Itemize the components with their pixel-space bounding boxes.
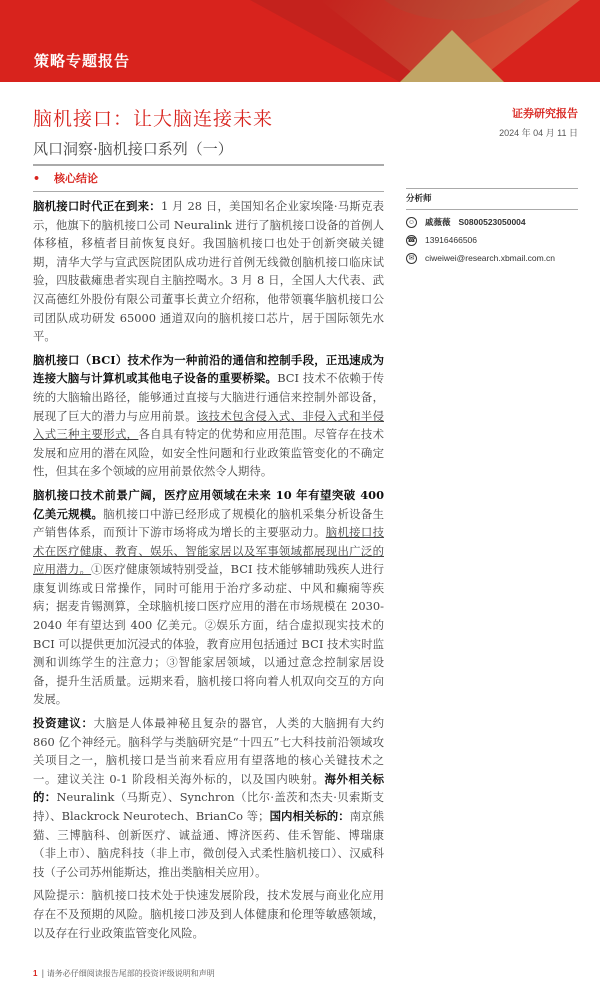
paragraph-body: 风险提示：脑机接口技术处于快速发展阶段，技术发展与商业化应用存在不及预期的风险。脑机接口涉及到人体健康和伦理等敏感领域，以及存在行业政策监管变化风险。 [33, 888, 384, 940]
paragraph-lead: 国内相关标的： [269, 809, 350, 823]
banner-title: 策略专题报告 [34, 52, 131, 70]
paragraph-prospects [33, 486, 384, 709]
paragraph-lead: 投资建议： [33, 716, 94, 731]
paragraph-body: BCI 技术不依赖于传统的大脑输出路径，能够通过直接与大脑进行通信来控制外部设备，展现了巨大的潜力与应用前景。 [33, 371, 384, 423]
analyst-phone: 13916466506 [425, 235, 478, 245]
banner-decoration [400, 30, 504, 82]
paragraph-lead: 脑机接口（BCI）技术作为一种前沿的通信和控制手段，正迅速成为连接大脑与计算机或其他电子设备的重要桥梁。 [33, 352, 384, 386]
report-subtitle: 风口洞察·脑机接口系列（一） [33, 140, 233, 158]
divider [406, 188, 578, 189]
page-number: 1 [33, 969, 38, 979]
paragraph-risk [33, 886, 384, 942]
paragraph-market-arrival [33, 197, 384, 346]
paragraph-body: 南京熊猫、三博脑科、创新医疗、诚益通、博济医药、佳禾智能、博瑞康（非上市）、脑虎科技（非上市，微创侵入式柔性脑机接口）、汉威科技（子公司苏州能斯达，推出类脑相关应用）。 [33, 809, 384, 879]
footer [33, 968, 384, 988]
paragraph-underline: 脑机接口技术在医疗健康、教育、娱乐、智能家居以及军事领域都展现出广泛的应用潜力。 [33, 525, 384, 577]
paragraph-body: Neuralink（马斯克）、Synchron（比尔·盖茨和杰夫·贝索斯支持）、Blackrock Neurotech、BrianCo 等； [33, 790, 384, 823]
paragraph-lead: 脑机接口时代正在到来： [33, 199, 161, 213]
phone-icon: ☎ [407, 236, 416, 244]
analyst-cert: S0800523050004 [458, 217, 526, 227]
report-date: 2024 年 04 月 11 日 [499, 128, 578, 138]
paragraph-body: ①医疗健康领域特别受益，BCI 技术能够辅助残疾人进行康复训练或日常操作，同时可能用于治疗多动症、中风和癫痫等疾病；据麦肯锡测算，全球脑机接口医疗应用的潜在市场规模在 2030-2040 年有望达到 400 亿美元。②娱乐方面，结合虚拟现实技术的 BCI 可以提供更加沉浸式的体验，教育应用包括通过 BCI 技术实时监测和训练学生的注意力；③智能家居领域，以通过意念控制家居设备，提升生活质量。远期来看，脑机接口将向着人机双向交互的方向发展。 [33, 562, 384, 707]
paragraph-underline: 该技术包含侵入式、非侵入式和半侵入式三种主要形式， [33, 408, 384, 442]
analyst-name: 戚薇薇 [425, 217, 451, 227]
paragraph-lead: 海外相关标的： [33, 771, 384, 805]
side-column [406, 106, 578, 264]
divider [33, 164, 384, 166]
header-banner [0, 0, 600, 82]
person-icon: ☺ [407, 218, 416, 226]
analyst-phone-row [406, 234, 578, 246]
disclaimer-note: | 请务必仔细阅读报告尾部的投资评级说明和声明 [41, 969, 215, 979]
analyst-name-row [406, 216, 578, 228]
bullet-icon: • [33, 171, 41, 185]
report-title: 脑机接口：让大脑连接未来 [33, 108, 274, 130]
divider [33, 191, 384, 193]
analyst-email[interactable]: ciweiwei@research.xbmail.com.cn [425, 253, 556, 263]
section-heading [33, 170, 384, 188]
analyst-email-row [406, 252, 578, 264]
paragraph-body: 1 月 28 日，美国知名企业家埃隆·马斯克表示，他旗下的脑机接口公司 Neuralink 进行了脑机接口设备的首例人体移植，移植者目前恢复良好。我国脑机接口也处于创新突破关键期，清华大学与宣武医院团队成功进行首例无线微创脑机接口临床试验，四肢截瘫患者实现自主脑控喝水。3 月 8 日，全国人大代表、武汉高德红外股份有限公司董事长黄立介绍称，他带领襄华脑机接口公司团队成功研发 65000 通道双向的脑机接口芯片，居于国际领先水平。 [33, 199, 384, 344]
report-type: 证券研究报告 [512, 107, 578, 120]
section-label: 核心结论 [54, 171, 99, 185]
main-column [33, 106, 384, 988]
paragraph-body: 大脑是人体最神秘且复杂的器官，人类的大脑拥有大约 860 亿个神经元。脑科学与类脑研究是“十四五”七大科技前沿领域攻关项目之一，脑机接口是当前来看应用有望落地的核心关键技术之一。建议关注 0-1 阶段相关海外标的，以及国内映射。 [33, 716, 384, 786]
paragraph-lead: 脑机接口技术前景广阔，医疗应用领域在未来 10 年有望突破 400 亿美元规模。 [33, 487, 384, 521]
paragraph-body: 脑机接口中游已经形成了规模化的脑机采集分析设备生产销售体系，而预计下游市场将成为增长的主要驱动力。 [33, 506, 384, 540]
paragraph-bci-tech [33, 351, 384, 481]
paragraph-body: 各自具有特定的优势和应用范围。尽管存在技术发展和应用的潜在风险，如安全性问题和行业政策监管变化的不确定性，但其在多个领域的应用前景依然令人期待。 [33, 427, 384, 479]
paragraph-investment [33, 714, 384, 881]
divider [406, 209, 578, 210]
email-icon: ✉ [406, 253, 417, 264]
analyst-heading: 分析师 [406, 194, 432, 204]
